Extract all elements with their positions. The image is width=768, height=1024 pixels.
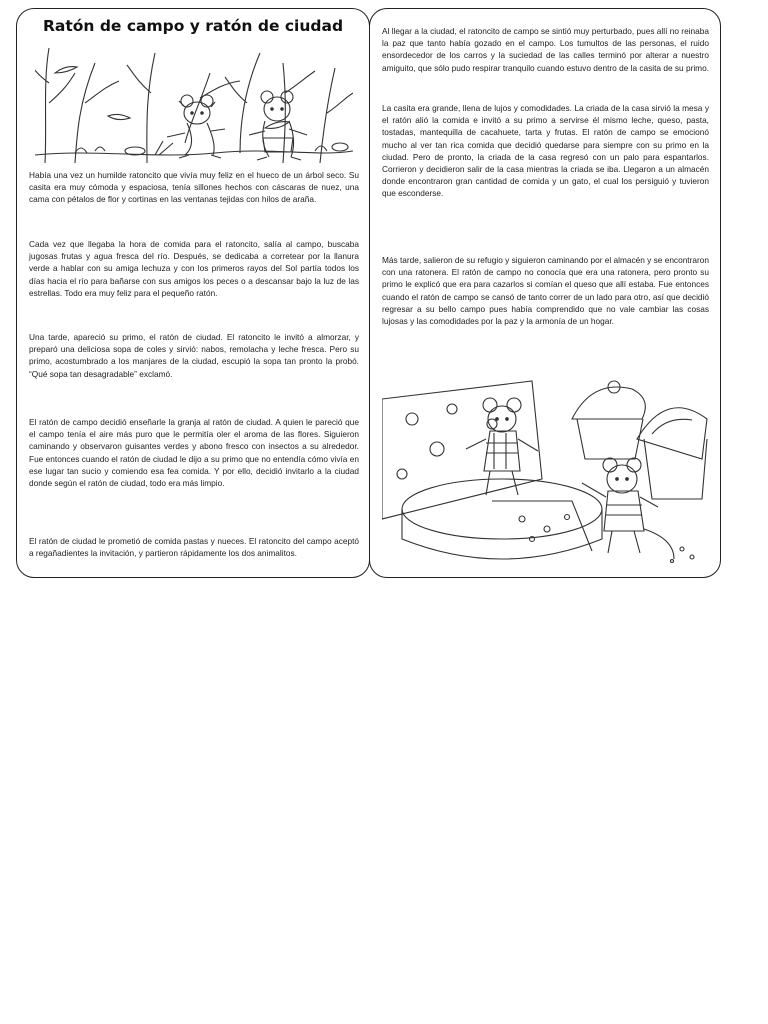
story-paragraph-7: La casita era grande, llena de lujos y comodidades. La criada de la casa sirvió la mesa y el ratón alió la comida e invitó a su primo a servirse él mismo leche, queso, pasta, tostadas, mantequilla de cacahuete, tarta y frutas. El ratón de campo se emocionó mucho al ver tan rica comida que decidió quedarse para siempre con su primo en la ciudad. Pero de pronto, la criada de la casa regresó con un palo para espantarlos. Corrieron y decidieron salir de la casa mientras la criada se iba. Llegaron a un almacén donde encontraron gran cantidad de comida y un gato, el cual los persiguió y tuvieron que esconderse. <box>382 103 709 199</box>
story-paragraph-2: Cada vez que llegaba la hora de comida para el ratoncito, salía al campo, buscaba jugosas frutas y agua fresca del río. Después, se dedicaba a corretear por la llanura verde a hablar con su amiga lechuza y con los primeros rayos del Sol partía todos los días hacia el río para bañarse con sus amigos los peces o a descansar bajo la luz de las estrellas. Todo era muy feliz para el pequeño ratón. <box>29 239 359 298</box>
cheese-scene-drawing <box>382 379 708 567</box>
story-paragraph-5: El ratón de ciudad le prometió de comida pastas y nueces. El ratoncito del campo aceptó a regañadientes la invitación, y partieron rápidamente los dos animalitos. <box>29 536 359 559</box>
story-paragraph-8: Más tarde, salieron de su refugio y siguieron caminando por el almacén y se encontraron con una ratonera. El ratón de campo no conocía que era una ratonera, pero pronto su primo le explicó que era para cazarlos si comían el queso que allí estaba. Fue entonces cuando el ratón de campo se cansó de tanto correr de un lado para otro, así que decidió regresar a su bello campo pues había comprendido que no vale cambiar las cosas lujosas y las comodidades por la paz y la armonía de un hogar. <box>382 255 709 327</box>
field-scene-drawing <box>35 43 353 167</box>
two-mice-in-field-illustration <box>35 43 353 167</box>
story-paragraph-1: Había una vez un humilde ratoncito que vivía muy feliz en el hueco de un árbol seco. Su casita era muy cómoda y espaciosa, tenía sillones hechos con cáscaras de nuez, una cama con pétalos de flor y cortinas en las ventanas tejidas con hilos de araña. <box>29 170 359 205</box>
story-paragraph-3: Una tarde, apareció su primo, el ratón de ciudad. El ratoncito le invitó a almorzar, y preparó una deliciosa sopa de coles y sirvió: nabos, remolacha y leche fresca. Pero su primo, acostumbrado a los manjares de la ciudad, escupió la sopa tan pronto la probó. “Qué sopa tan desagradable” exclamó. <box>29 332 359 379</box>
mice-with-cheese-illustration <box>382 379 708 567</box>
story-paragraph-6: Al llegar a la ciudad, el ratoncito de campo se sintió muy perturbado, pues allí no reinaba la paz que tanto había gozado en el campo. Los tumultos de las personas, el ruido ensordecedor de los carros y la suciedad de las calles terminó por alterar a nuestro amiguito, que sólo pudo respirar tranquilo cuando estuvo dentro de la casita de su primo. <box>382 26 710 73</box>
story-title: Ratón de campo y ratón de ciudad <box>42 17 344 35</box>
left-story-panel <box>16 8 370 578</box>
story-paragraph-4: El ratón de campo decidió enseñarle la granja al ratón de ciudad. A quien le pareció que el campo tenía el aire más puro que le permitía oler el aroma de las flores. Siguieron caminando y observaron guisantes verdes y abono fresco con insectos a su alrededor. Fue entonces cuando el ratón de ciudad le dijo a su primo que no entendía cómo vivía en ese lugar tan sucio y comiendo esa fea comida. Y por ello, decidió invitarlo a la ciudad donde según el ratón de ciudad, todo era más limpio. <box>29 417 359 489</box>
right-story-panel <box>369 8 721 578</box>
